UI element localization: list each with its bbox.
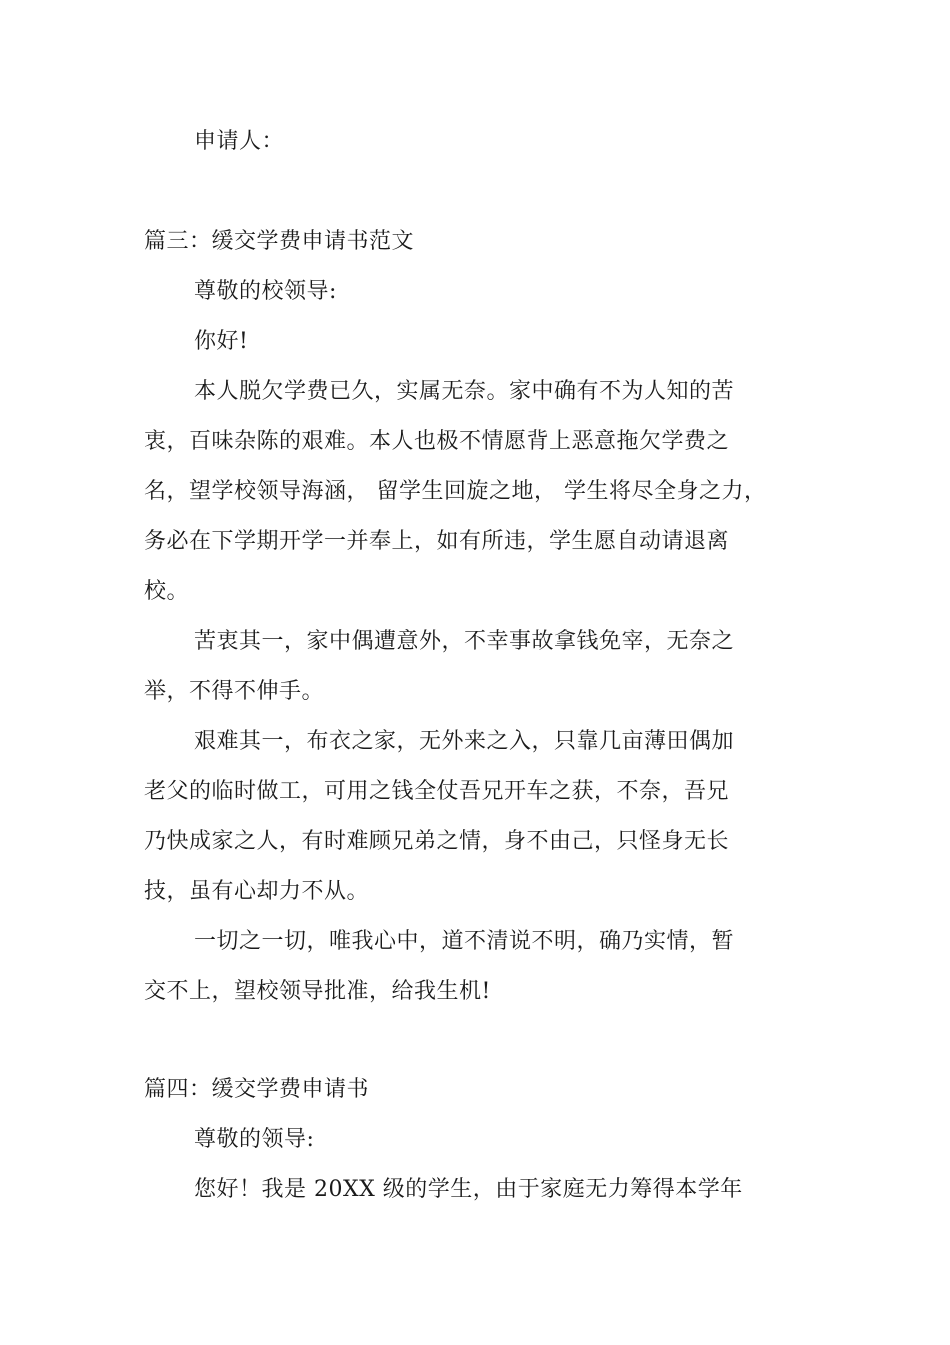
paragraph-line: 本人脱欠学费已久，实属无奈。家中确有不为人知的苦 [194,379,735,404]
paragraph-line: 交不上，望校领导批准，给我生机! [144,979,491,1004]
section4-line-1: 您好！我是 20XX 级的学生，由于家庭无力筹得本学年 [194,1177,743,1202]
paragraph-line: 技，虽有心却力不从。 [144,879,370,904]
applicant-label: 申请人： [194,129,285,154]
section3-salutation: 尊敬的校领导: [194,279,337,304]
paragraph-line: 老父的临时做工，可用之钱全仗吾兄开车之获，不奈，吾兄 [144,779,730,804]
paragraph-line: 乃快成家之人，有时难顾兄弟之情，身不由己，只怪身无长 [144,829,730,854]
section3-title: 篇三：缓交学费申请书范文 [144,229,415,254]
paragraph-line: 校。 [144,579,190,604]
section4-title: 篇四：缓交学费申请书 [144,1077,370,1102]
paragraph-line: 衷，百味杂陈的艰难。本人也极不情愿背上恶意拖欠学费之 [144,429,730,454]
paragraph-line: 艰难其一，布衣之家，无外来之入，只靠几亩薄田偶加 [194,729,735,754]
paragraph-line: 举，不得不伸手。 [144,679,325,704]
paragraph-line: 一切之一切，唯我心中，道不清说不明，确乃实情，暂 [194,929,735,954]
paragraph-line: 名，望学校领导海涵， 留学生回旋之地， 学生将尽全身之力， [144,479,767,504]
paragraph-line: 务必在下学期开学一并奉上，如有所违，学生愿自动请退离 [144,529,730,554]
section3-greeting: 你好! [194,329,249,354]
paragraph-line: 苦衷其一，家中偶遭意外，不幸事故拿钱免宰，无奈之 [194,629,735,654]
section4-salutation: 尊敬的领导: [194,1127,315,1152]
